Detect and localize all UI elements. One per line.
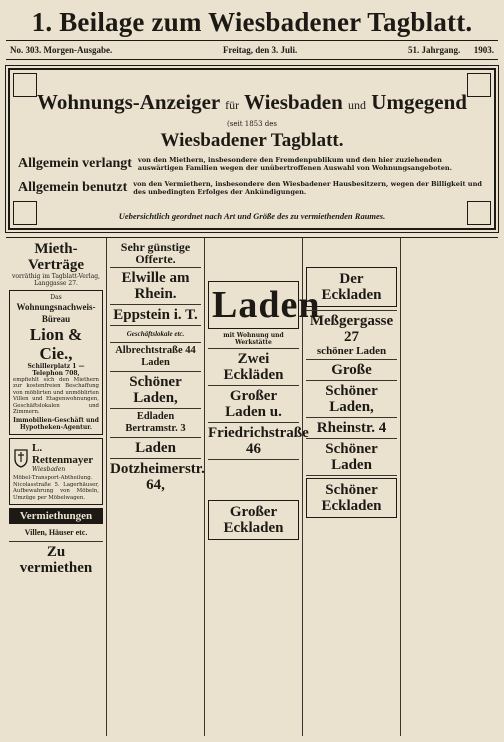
- issue-number: No. 303.: [10, 45, 42, 55]
- ad-rheinstrasse: Rheinstr. 4: [316, 420, 387, 436]
- ad-laden-sub: mit Wohnung und Werkstätte: [223, 332, 284, 346]
- issue-date: Freitag, den 3. Juli.: [222, 45, 298, 55]
- ad-laden-large: Laden: [208, 281, 299, 329]
- ad-nice-shop: Schöner Laden,: [129, 374, 182, 406]
- header-paper: Wiesbadener Tagblatt.: [160, 130, 344, 151]
- ad-metzgergasse: Meßgergasse 27: [309, 313, 394, 345]
- header-row-use: Allgemein benutzt von den Vermiethern, insbesondere den Wiesbadener Hausbesitzern, wegen der Billigkeit und des unbedingten Erfolges der Ankündigungen.: [18, 180, 482, 197]
- subsection-shops: Geschäftslokale etc.: [126, 330, 185, 338]
- ad-shop-2: Laden: [135, 440, 176, 456]
- header-footer: Uebersichtlich geordnet nach Art und Größe des zu vermiethenden Raumes.: [118, 211, 386, 221]
- column-1: [6, 238, 107, 736]
- year: 1903.: [473, 45, 494, 55]
- ad-dotzheimerstrasse: Dotzheimerstr. 64,: [110, 461, 205, 493]
- ad-eppstein: Eppstein i. T.: [113, 307, 198, 323]
- housing-ad-header: [8, 68, 496, 230]
- column-2: [107, 238, 205, 736]
- ad-rental-contracts: Mieth-Verträge vorräthig im Tagblatt-Verlag, Langgasse 27.: [12, 241, 100, 287]
- crest-icon: [13, 448, 29, 468]
- column-3: [205, 238, 321, 736]
- issue-line: [6, 40, 498, 60]
- column-5: [401, 238, 498, 736]
- ad-large: Große: [331, 362, 372, 378]
- ad-nice-corner-shop: Schöner Eckladen: [306, 478, 397, 518]
- column-4: [303, 238, 401, 736]
- header-since: (seit 1853 des: [227, 120, 277, 128]
- ad-to-let: Zu vermiethen: [19, 544, 93, 577]
- ad-albrechtstrasse: Albrechtstraße 44 Laden: [115, 345, 196, 368]
- ad-lion-cie: Das Wohnungsnachweis-Büreau Lion & Cie., Schillerplatz 1 — Telephon 708, empfiehlt sich den Miethern zur kostenfreien Beschaffung von möblirten und unmöblirten Villen und Etagenwohnungen, Geschäftslokalen und Zimmern. Immobilien-Geschäft und Hypotheken-Agentur.: [9, 290, 103, 435]
- masthead-title: 1. Beilage zum Wiesbadener Tagblatt.: [31, 7, 473, 37]
- ad-nice-shop-3: Schöner Laden: [325, 441, 378, 473]
- ad-big-shop: Großer Laden u.: [225, 388, 282, 420]
- ad-corner-shop: Der Eckladen: [306, 267, 397, 307]
- header-title: Wohnungs-Anzeiger für Wiesbaden und Umgegend: [37, 90, 467, 114]
- ad-offer: Sehr günstige Offerte.: [120, 240, 191, 266]
- section-rentals: Vermiethungen: [9, 508, 103, 524]
- ad-rettenmayer: L. Rettenmayer Wiesbaden Möbel-Transport-Abtheilung. Nicolasstraße 5. Lagerhäuser, Aufbewahrung von Möbeln, Umzüge per Möbelwagen.: [9, 438, 103, 505]
- ad-two-corner-shops: Zwei Eckläden: [223, 351, 284, 383]
- ad-columns: [6, 237, 498, 736]
- ad-friedrichstrasse: Friedrichstraße 46: [208, 425, 309, 457]
- ad-big-corner-shop: Großer Eckladen: [208, 500, 299, 540]
- ad-bertramstrasse: Edladen Bertramstr. 3: [125, 411, 186, 434]
- ad-eltville: Elwille am Rhein.: [121, 270, 190, 302]
- volume: 51. Jahrgang.: [407, 45, 461, 55]
- header-row-demand: Allgemein verlangt von den Miethern, insbesondere den Fremdenpublikum und den hier zuziehenden auswärtigen Familien wegen der unübertroffenen Auswahl von Wohnungsangeboten.: [18, 156, 453, 173]
- ad-metzgergasse-sub: schöner Laden: [316, 345, 387, 357]
- ad-nice-shop-2: Schöner Laden,: [325, 383, 378, 415]
- subsection-villas: Villen, Häuser etc.: [24, 528, 88, 538]
- edition: Morgen-Ausgabe.: [43, 45, 113, 55]
